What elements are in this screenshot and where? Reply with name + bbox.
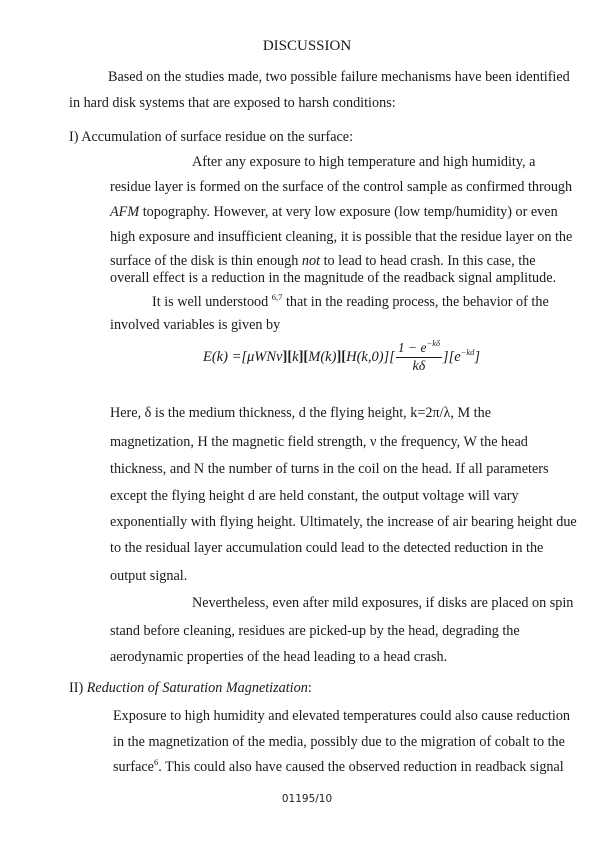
eq-term-1: [μWNν [241,349,283,365]
section-2-p1-line-2: in the magnetization of the media, possibly due to the migration of cobalt to the [113,734,565,750]
section-1-heading: I) Accumulation of surface residue on the surface: [69,129,354,145]
section-1-p1-line-2: residue layer is formed on the surface of the control sample as confirmed through [110,179,573,195]
eq-numerator [396,337,442,358]
section-1-p1-line-5 [110,253,536,269]
section-1-p4-line-2: stand before cleaning, residues are picked-up by the head, degrading the [110,623,520,639]
section-1-p3-line-3: thickness, and N the number of turns in the coil on the head. If all parameters [110,461,549,477]
intro-line-2: in hard disk systems that are exposed to harsh conditions: [69,95,396,111]
section-1-p1-line-4: high exposure and insufficient cleaning, it is possible that the residue layer on the [110,229,573,245]
section-1-p4-line-3: aerodynamic properties of the head leading to a head crash. [110,649,448,665]
section-1-p2-line-1 [152,294,549,310]
section-1-p3-line-1: Here, δ is the medium thickness, d the flying height, k=2π/λ, M the [110,405,491,421]
page-footer-id: 01195/10 [281,793,333,805]
eq-term-3: M(k) [308,349,337,365]
citation: 6 [153,757,159,767]
eq-num-text: 1 − e [397,339,427,355]
section-1-p3-line-2: magnetization, H the magnetic field strength, ν the frequency, W the head [110,434,528,450]
line-text: . This could also have caused the observed reduction in readback signal [158,759,564,775]
section-1-p3-line-5: exponentially with flying height. Ultimately, the increase of air bearing height due [110,514,577,530]
section-2-title: Reduction of Saturation Magnetization [86,680,308,696]
line-text: topography. However, at very low exposure (low temp/humidity) or even [142,204,558,220]
section-2-number: II) [69,680,87,696]
eq-bracket: ][ [298,349,309,365]
section-2-p1-line-1: Exposure to high humidity and elevated temperatures could also cause reduction [113,708,571,724]
eq-term-5: ][e [442,349,461,365]
equation [203,334,480,380]
line-text: that in the reading process, the behavior of the [282,294,549,310]
page-heading: DISCUSSION [262,38,352,54]
not-emphasis: not [301,253,321,269]
eq-term-2: k [292,349,299,365]
eq-exponent: −kd [460,347,475,357]
section-1-p4-line-1: Nevertheless, even after mild exposures, if disks are placed on spin [192,595,574,611]
section-1-p3-line-6: to the residual layer accumulation could lead to the detected reduction in the [110,540,544,556]
section-1-p1-line-6: overall effect is a reduction in the magnitude of the readback signal amplitude. [110,270,557,286]
section-1-p3-line-7: output signal. [110,568,188,584]
eq-denominator: kδ [412,358,426,374]
eq-bracket: ][ [282,349,293,365]
section-2-heading [69,680,312,696]
section-1-p1-line-3 [110,204,558,220]
section-1-p3-line-4: except the flying height d are held constant, the output voltage will vary [110,488,519,504]
line-text: to lead to head crash. In this case, the [323,253,536,269]
eq-term-4: H(k,0)][ [346,349,395,365]
afm-term: AFM [110,204,140,220]
eq-exp-term [443,348,480,366]
citation: 6,7 [271,292,283,302]
intro-line-1: Based on the studies made, two possible failure mechanisms have been identified [108,69,570,85]
section-2-colon: : [307,680,312,696]
section-1-p2-line-2: involved variables is given by [110,317,281,333]
section-1-p1-line-1: After any exposure to high temperature and high humidity, a [192,154,536,170]
eq-num-exponent: −kδ [426,337,440,348]
section-2-p1-line-3 [113,759,564,775]
line-text: surface [113,759,154,775]
eq-lhs: E(k) = [203,349,242,365]
line-text: surface of the disk is thin enough [110,253,299,269]
eq-fraction [396,337,442,375]
line-text: It is well understood [152,294,272,310]
eq-bracket: ][ [336,349,347,365]
eq-term-6: ] [474,349,481,365]
